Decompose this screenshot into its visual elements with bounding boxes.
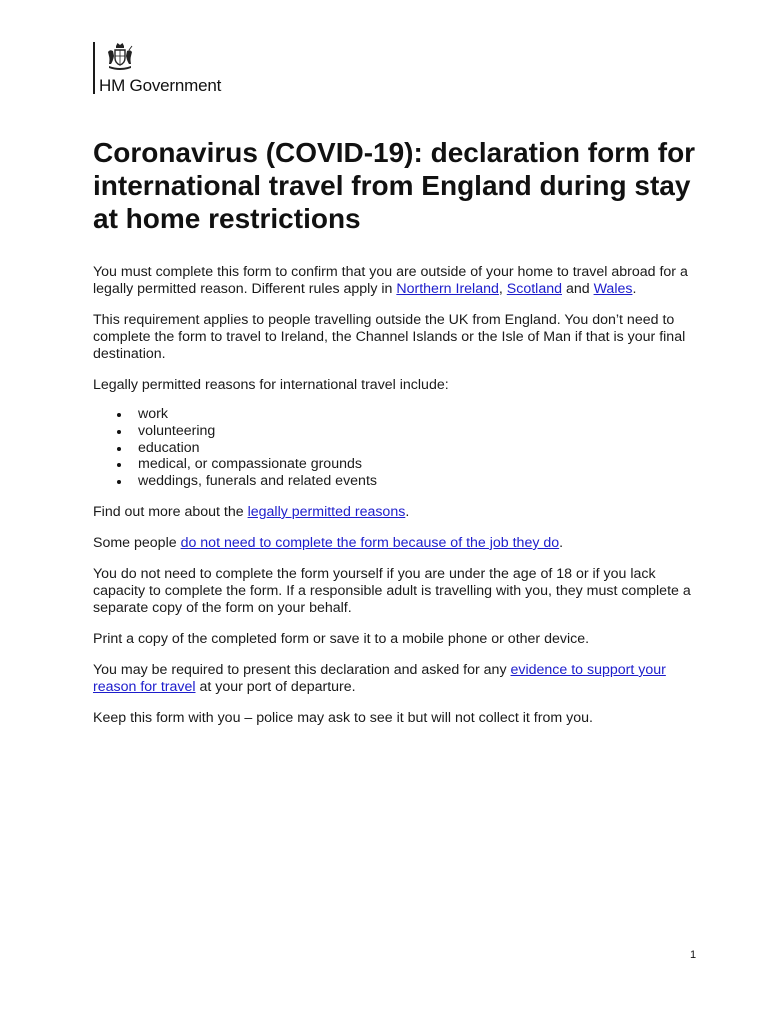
find-out-paragraph <box>93 504 703 521</box>
intro-separator: and <box>562 281 594 297</box>
exempt-jobs-link[interactable]: do not need to complete the form because of the job they do <box>180 534 560 551</box>
keep-form-paragraph: Keep this form with you – police may ask to see it but will not collect it from you. <box>93 709 593 726</box>
wales-link[interactable]: Wales <box>593 281 633 297</box>
intro-end: . <box>632 281 637 297</box>
print-copy-paragraph: Print a copy of the completed form or save it to a mobile phone or other device. <box>93 630 590 647</box>
document-body <box>93 264 703 741</box>
hm-government-logo <box>93 42 222 95</box>
list-item: work <box>93 406 703 423</box>
evidence-link[interactable]: evidence to support your reason for travel <box>93 661 666 695</box>
find-out-text: Find out more about the <box>93 503 248 520</box>
evidence-end: at your port of departure. <box>195 678 356 695</box>
intro-paragraph <box>93 264 703 298</box>
find-out-end: . <box>405 503 410 520</box>
intro-separator: , <box>498 281 507 297</box>
intro-text: You must complete this form to confirm that you are outside of your home to travel abroad for a legally permitted reason. Different rules apply in <box>93 264 688 297</box>
list-item: education <box>93 440 703 457</box>
exempt-text: Some people <box>93 534 181 551</box>
logo-text: HM Government <box>99 76 222 95</box>
page-title: Coronavirus (COVID-19): declaration form for international travel from England during stay at home restrictions <box>93 137 696 234</box>
page-number: 1 <box>690 949 697 961</box>
scotland-link[interactable]: Scotland <box>506 281 562 297</box>
list-item: medical, or compassionate grounds <box>93 456 703 473</box>
evidence-text: You may be required to present this declaration and asked for any <box>93 661 511 678</box>
royal-coat-of-arms-icon <box>105 42 135 72</box>
reasons-heading: Legally permitted reasons for international travel include: <box>93 377 449 393</box>
evidence-paragraph <box>93 662 703 696</box>
exempt-paragraph <box>93 535 703 552</box>
list-item: weddings, funerals and related events <box>93 473 703 490</box>
exempt-end: . <box>559 534 564 551</box>
northern-ireland-link[interactable]: Northern Ireland <box>396 281 499 297</box>
list-item: volunteering <box>93 423 703 440</box>
legally-permitted-reasons-link[interactable]: legally permitted reasons <box>247 503 406 520</box>
requirement-paragraph: This requirement applies to people travelling outside the UK from England. You don’t need to complete the form to travel to Ireland, the Channel Islands or the Isle of Man if that is your final destination. <box>93 312 686 362</box>
under-18-paragraph: You do not need to complete the form yourself if you are under the age of 18 or if you lack capacity to complete the form. If a responsible adult is travelling with you, they must complete a separate copy of the form on your behalf. <box>93 565 691 616</box>
reasons-list <box>93 406 703 490</box>
